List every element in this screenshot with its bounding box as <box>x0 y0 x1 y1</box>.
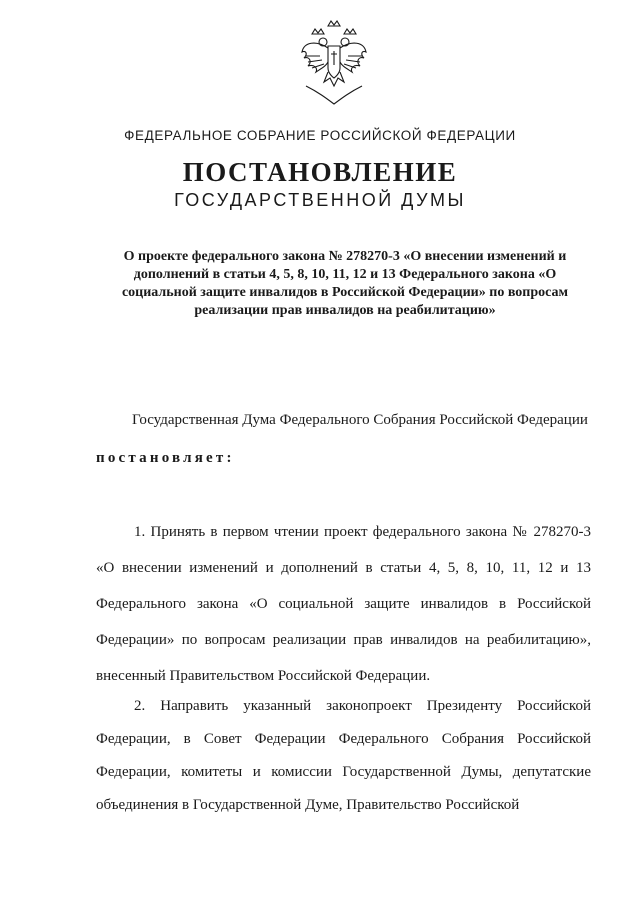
document-type-title: ПОСТАНОВЛЕНИЕ <box>182 157 458 187</box>
resolution-paragraph-1: 1. Принять в первом чтении проект федерального закона № 278270-3 «О внесении изменений и дополнений в статьи 4, 5, 8, 10, 11, 12 и 13 Федерального закона «О социальной защите инвалидов в Российской Федерации» по вопросам реализации прав инвалидов на реабилитацию», внесенный Правительством Российской Федерации. <box>96 524 591 684</box>
federal-assembly-header: ФЕДЕРАЛЬНОЕ СОБРАНИЕ РОССИЙСКОЙ ФЕДЕРАЦИИ <box>124 128 516 143</box>
preamble-paragraph: Государственная Дума Федерального Собрания Российской Федерации <box>132 412 588 428</box>
issuing-body-subtitle: ГОСУДАРСТВЕННОЙ ДУМЫ <box>174 190 466 210</box>
document-subject-heading: О проекте федерального закона № 278270-3 «О внесении изменений и дополнений в статьи 4, 5, 8, 10, 11, 12 и 13 Федерального закона «О социальной защите инвалидов в Российской Федерации» по вопросам реализации прав инвалидов на реабилитацию» <box>121 249 569 318</box>
resolves-word: постановляет: <box>96 450 235 466</box>
resolution-paragraph-2: 2. Направить указанный законопроект Президенту Российской Федерации, в Совет Федерации Федерального Собрания Российской Федерации, комитеты и комиссии Государственной Думы, депутатские объединения в Государственной Думе, Правительство Российской <box>96 698 591 813</box>
russian-coat-of-arms-icon <box>298 20 370 106</box>
